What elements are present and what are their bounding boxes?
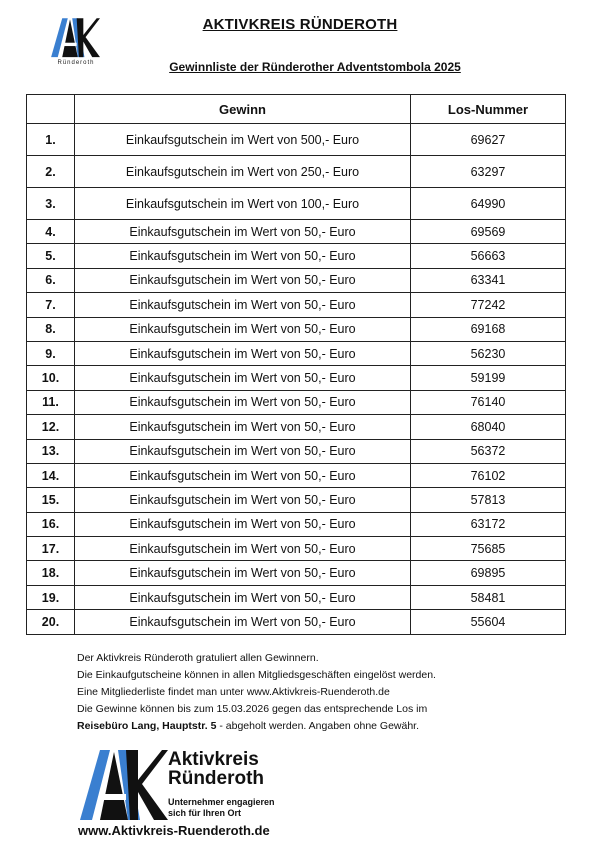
rank-cell: 8. xyxy=(27,317,75,341)
prize-cell: Einkaufsgutschein im Wert von 50,- Euro xyxy=(75,415,411,439)
rank-cell: 6. xyxy=(27,268,75,292)
rank-cell: 13. xyxy=(27,439,75,463)
prize-table-body xyxy=(27,124,566,635)
ticket-number-cell: 63297 xyxy=(411,156,566,188)
prize-cell: Einkaufsgutschein im Wert von 50,- Euro xyxy=(75,366,411,390)
table-row xyxy=(27,244,566,268)
rank-cell: 15. xyxy=(27,488,75,512)
prize-cell: Einkaufsgutschein im Wert von 50,- Euro xyxy=(75,537,411,561)
rank-cell: 20. xyxy=(27,610,75,634)
ticket-number-cell: 69895 xyxy=(411,561,566,585)
ticket-number-cell: 69168 xyxy=(411,317,566,341)
table-row xyxy=(27,488,566,512)
prize-cell: Einkaufsgutschein im Wert von 50,- Euro xyxy=(75,488,411,512)
column-header-prize: Gewinn xyxy=(75,95,411,124)
prize-cell: Einkaufsgutschein im Wert von 50,- Euro xyxy=(75,244,411,268)
table-row xyxy=(27,537,566,561)
table-header-row xyxy=(27,95,566,124)
ticket-number-cell: 77242 xyxy=(411,293,566,317)
ticket-number-cell: 64990 xyxy=(411,188,566,220)
table-row xyxy=(27,156,566,188)
prize-cell: Einkaufsgutschein im Wert von 50,- Euro xyxy=(75,341,411,365)
table-row xyxy=(27,561,566,585)
ticket-number-cell: 68040 xyxy=(411,415,566,439)
ticket-number-cell: 76102 xyxy=(411,463,566,487)
footer-line: Eine Mitgliederliste findet man unter www.Aktivkreis-Ruenderoth.de xyxy=(77,686,390,698)
prize-cell: Einkaufsgutschein im Wert von 500,- Euro xyxy=(75,124,411,156)
column-header-ticket-number: Los-Nummer xyxy=(411,95,566,124)
rank-cell: 2. xyxy=(27,156,75,188)
brand-name xyxy=(168,750,264,788)
footer-logo xyxy=(78,748,168,823)
rank-cell: 9. xyxy=(27,341,75,365)
page-subtitle: Gewinnliste der Ründerother Adventstombola 2025 xyxy=(169,60,461,74)
prize-cell: Einkaufsgutschein im Wert von 50,- Euro xyxy=(75,317,411,341)
prize-cell: Einkaufsgutschein im Wert von 50,- Euro xyxy=(75,512,411,536)
ticket-number-cell: 69627 xyxy=(411,124,566,156)
brand-tagline xyxy=(168,797,275,819)
footer-line: Die Gewinne können bis zum 15.03.2026 gegen das entsprechende Los im xyxy=(77,703,428,715)
prize-cell: Einkaufsgutschein im Wert von 50,- Euro xyxy=(75,585,411,609)
ticket-number-cell: 56230 xyxy=(411,341,566,365)
table-row xyxy=(27,610,566,634)
rank-cell: 10. xyxy=(27,366,75,390)
brand-tagline-line1: Unternehmer engagieren xyxy=(168,797,275,807)
brand-website-link[interactable]: www.Aktivkreis-Ruenderoth.de xyxy=(78,823,270,838)
table-row xyxy=(27,512,566,536)
page-title: AKTIVKREIS RÜNDEROTH xyxy=(202,16,398,33)
table-row xyxy=(27,415,566,439)
ticket-number-cell: 57813 xyxy=(411,488,566,512)
rank-cell: 3. xyxy=(27,188,75,220)
pickup-location: Reisebüro Lang, Hauptstr. 5 xyxy=(77,720,217,732)
rank-cell: 1. xyxy=(27,124,75,156)
rank-cell: 12. xyxy=(27,415,75,439)
rank-cell: 5. xyxy=(27,244,75,268)
pickup-note: - abgeholt werden. Angaben ohne Gewähr. xyxy=(216,720,420,732)
ticket-number-cell: 55604 xyxy=(411,610,566,634)
table-row xyxy=(27,188,566,220)
rank-cell: 17. xyxy=(27,537,75,561)
table-row xyxy=(27,463,566,487)
prize-cell: Einkaufsgutschein im Wert von 50,- Euro xyxy=(75,561,411,585)
table-row xyxy=(27,585,566,609)
rank-cell: 11. xyxy=(27,390,75,414)
footer-notes xyxy=(77,650,436,735)
column-header-rank xyxy=(27,95,75,124)
rank-cell: 16. xyxy=(27,512,75,536)
footer-line-pickup xyxy=(77,718,436,735)
table-row xyxy=(27,317,566,341)
prize-cell: Einkaufsgutschein im Wert von 100,- Euro xyxy=(75,188,411,220)
ticket-number-cell: 63172 xyxy=(411,512,566,536)
table-row xyxy=(27,124,566,156)
prize-cell: Einkaufsgutschein im Wert von 50,- Euro xyxy=(75,463,411,487)
prize-cell: Einkaufsgutschein im Wert von 50,- Euro xyxy=(75,390,411,414)
table-row xyxy=(27,390,566,414)
rank-cell: 18. xyxy=(27,561,75,585)
table-row xyxy=(27,268,566,292)
rank-cell: 4. xyxy=(27,220,75,244)
table-row xyxy=(27,366,566,390)
prize-cell: Einkaufsgutschein im Wert von 50,- Euro xyxy=(75,439,411,463)
table-row xyxy=(27,293,566,317)
prize-cell: Einkaufsgutschein im Wert von 50,- Euro xyxy=(75,268,411,292)
prize-cell: Einkaufsgutschein im Wert von 50,- Euro xyxy=(75,220,411,244)
ticket-number-cell: 76140 xyxy=(411,390,566,414)
logo-small-caption: Ründeroth xyxy=(57,60,95,66)
ticket-number-cell: 69569 xyxy=(411,220,566,244)
rank-cell: 19. xyxy=(27,585,75,609)
prize-cell: Einkaufsgutschein im Wert von 50,- Euro xyxy=(75,293,411,317)
prize-cell: Einkaufsgutschein im Wert von 250,- Euro xyxy=(75,156,411,188)
ticket-number-cell: 56663 xyxy=(411,244,566,268)
ticket-number-cell: 63341 xyxy=(411,268,566,292)
prize-table xyxy=(26,94,566,635)
table-row xyxy=(27,220,566,244)
ticket-number-cell: 59199 xyxy=(411,366,566,390)
brand-tagline-line2: sich für Ihren Ort xyxy=(168,808,242,818)
brand-name-line2: Ründeroth xyxy=(168,768,265,789)
table-row xyxy=(27,439,566,463)
prize-cell: Einkaufsgutschein im Wert von 50,- Euro xyxy=(75,610,411,634)
ticket-number-cell: 56372 xyxy=(411,439,566,463)
footer-line: Der Aktivkreis Ründeroth gratuliert allen Gewinnern. xyxy=(77,652,319,664)
brand-name-line1: Aktivkreis xyxy=(168,749,259,770)
ticket-number-cell: 75685 xyxy=(411,537,566,561)
ticket-number-cell: 58481 xyxy=(411,585,566,609)
table-row xyxy=(27,341,566,365)
footer-line: Die Einkaufgutscheine können in allen Mitgliedsgeschäften eingelöst werden. xyxy=(77,669,436,681)
rank-cell: 7. xyxy=(27,293,75,317)
rank-cell: 14. xyxy=(27,463,75,487)
ak-logo-icon xyxy=(78,748,168,823)
